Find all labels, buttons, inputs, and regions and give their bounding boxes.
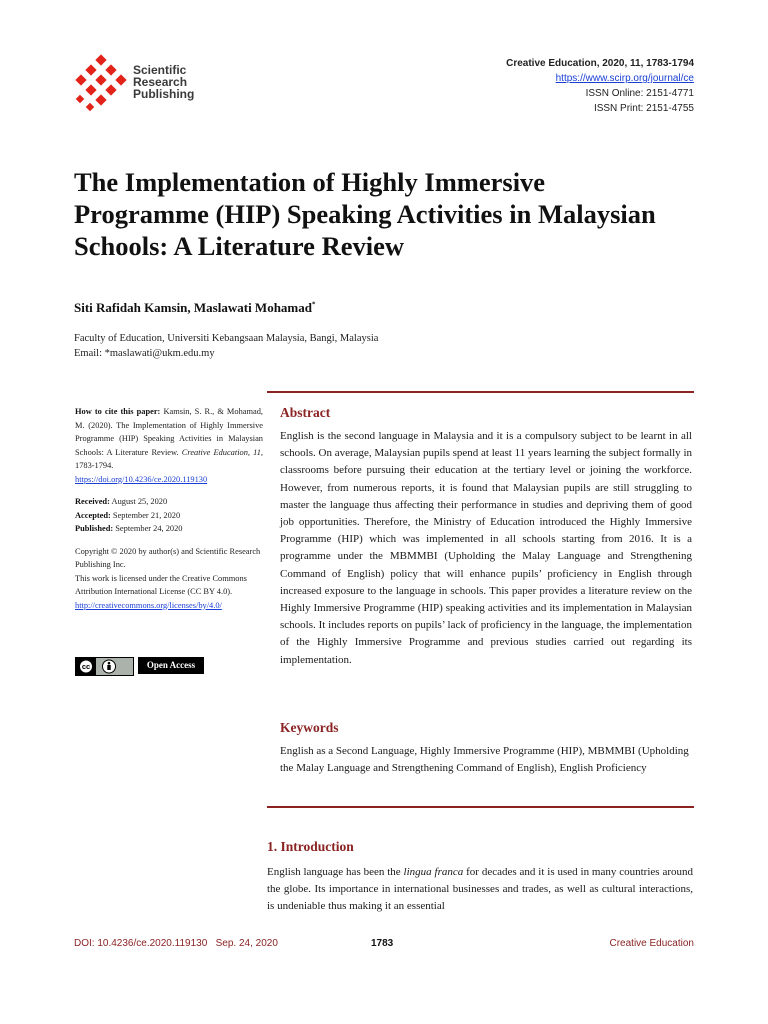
author-email[interactable]: Email: *maslawati@ukm.edu.my <box>74 348 215 359</box>
cite-pages: 1783-1794. <box>75 461 114 470</box>
introduction-heading: 1. Introduction <box>267 839 354 854</box>
author-mark: * <box>312 300 316 309</box>
intro-text-italic: lingua franca <box>403 866 464 878</box>
footer-page-number: 1783 <box>371 938 394 949</box>
cc-badge-text: cc <box>81 662 91 672</box>
doi-link[interactable]: https://doi.org/10.4236/ce.2020.119130 <box>75 474 208 484</box>
citation-block <box>75 405 263 486</box>
footer-doi: DOI: 10.4236/ce.2020.119130 <box>74 938 208 949</box>
intro-text-after: for decades and it is used in many countries around the globe. Its importance in international businesses and trades, as well as cultural interactions, is undeniable thus making it an essential <box>267 866 693 913</box>
abstract-heading: Abstract <box>280 405 331 420</box>
cite-journal: Creative Education, 11, <box>181 447 263 457</box>
abstract-top-rule <box>267 391 694 393</box>
cite-text: Kamsin, S. R., & Mohamad, M. (2020). The Implementation of Highly Immersive Programme (HIP) Speaking Activities in Malaysian Schools: A Literature Review. <box>75 407 263 457</box>
srp-logo-icon <box>73 54 129 114</box>
received-label: Received: <box>75 497 110 506</box>
publisher-line-3: Publishing <box>133 87 195 101</box>
open-access-badge: Open Access <box>138 657 204 674</box>
cc-by-icon <box>76 658 133 675</box>
journal-info <box>434 56 694 116</box>
journal-citation: Creative Education, 2020, 11, 1783-1794 <box>506 58 694 69</box>
affiliation-block <box>74 331 378 361</box>
footer-journal: Creative Education <box>609 938 694 949</box>
license-link[interactable]: http://creativecommons.org/licenses/by/4.0/ <box>75 600 222 610</box>
article-sidebar <box>75 405 263 612</box>
author-names: Siti Rafidah Kamsin, Maslawati Mohamad <box>74 300 312 315</box>
keywords-heading: Keywords <box>280 720 339 735</box>
cite-label: How to cite this paper: <box>75 407 161 416</box>
dates-block <box>75 495 263 536</box>
copyright-block <box>75 545 263 613</box>
affiliation: Faculty of Education, Universiti Kebangsaan Malaysia, Bangi, Malaysia <box>74 333 379 344</box>
publisher-line-2: Research <box>133 75 188 89</box>
published-date: September 24, 2020 <box>115 524 183 533</box>
cc-by-badge[interactable] <box>75 657 134 676</box>
article-title: The Implementation of Highly Immersive Programme (HIP) Speaking Activities in Malaysian Schools: A Literature Review <box>74 167 656 261</box>
footer-date: Sep. 24, 2020 <box>215 938 278 949</box>
publisher-name <box>133 64 194 100</box>
issn-online: ISSN Online: 2151-4771 <box>585 88 694 99</box>
received-date: August 25, 2020 <box>111 497 168 506</box>
publisher-logo <box>73 54 213 114</box>
abstract-bottom-rule <box>267 806 694 808</box>
published-label: Published: <box>75 524 114 533</box>
intro-text-before: English language has been the <box>267 866 404 878</box>
publisher-line-1: Scientific <box>133 63 187 77</box>
introduction-text <box>267 864 693 916</box>
accepted-label: Accepted: <box>75 510 111 520</box>
keywords-text: English as a Second Language, Highly Immersive Programme (HIP), MBMMBI (Upholding the Malay Language and Strengthening Command of English), English Proficiency <box>280 745 689 775</box>
copyright-line: Copyright © 2020 by author(s) and Scientific Research Publishing Inc. <box>75 546 261 569</box>
footer-doi-date <box>74 938 278 949</box>
issn-print: ISSN Print: 2151-4755 <box>593 103 694 114</box>
page-footer <box>74 938 694 954</box>
journal-url-link[interactable]: https://www.scirp.org/journal/ce <box>555 73 694 84</box>
accepted-date: September 21, 2020 <box>112 510 181 520</box>
authors <box>74 300 316 316</box>
abstract-text: English is the second language in Malaysia and it is a compulsory subject to be learnt in all schools. On average, Malaysian pupils spend at least 11 years learning the subject formally in classrooms before pursuing their education at the tertiary level or joining the workforce. However, from numerous reports, it is found that Malaysian pupils are still struggling to master the language thus affecting their performance in studies and depriving them of good job opportunities. Therefore, the Ministry of Education introduced the Highly Immersive Programme (HIP) which was implemented in all schools starting from 2016. It is a programme under the MBMMBI (Upholding the Malay Language and Strengthening Command of English) policy that will enhance pupils’ proficiency in English through increased exposure to the language in schools. This paper provides a literature review on the Highly Immersive Programme (HIP) speaking activities and its implementation in Malaysian schools. It includes reports on pupils’ lack of proficiency in the language, the implementation of the Highly Immersive Programme and previous studies carried out regarding its implementation. <box>280 430 692 666</box>
license-line: This work is licensed under the Creative Commons Attribution International License (CC BY 4.0). <box>75 573 247 596</box>
